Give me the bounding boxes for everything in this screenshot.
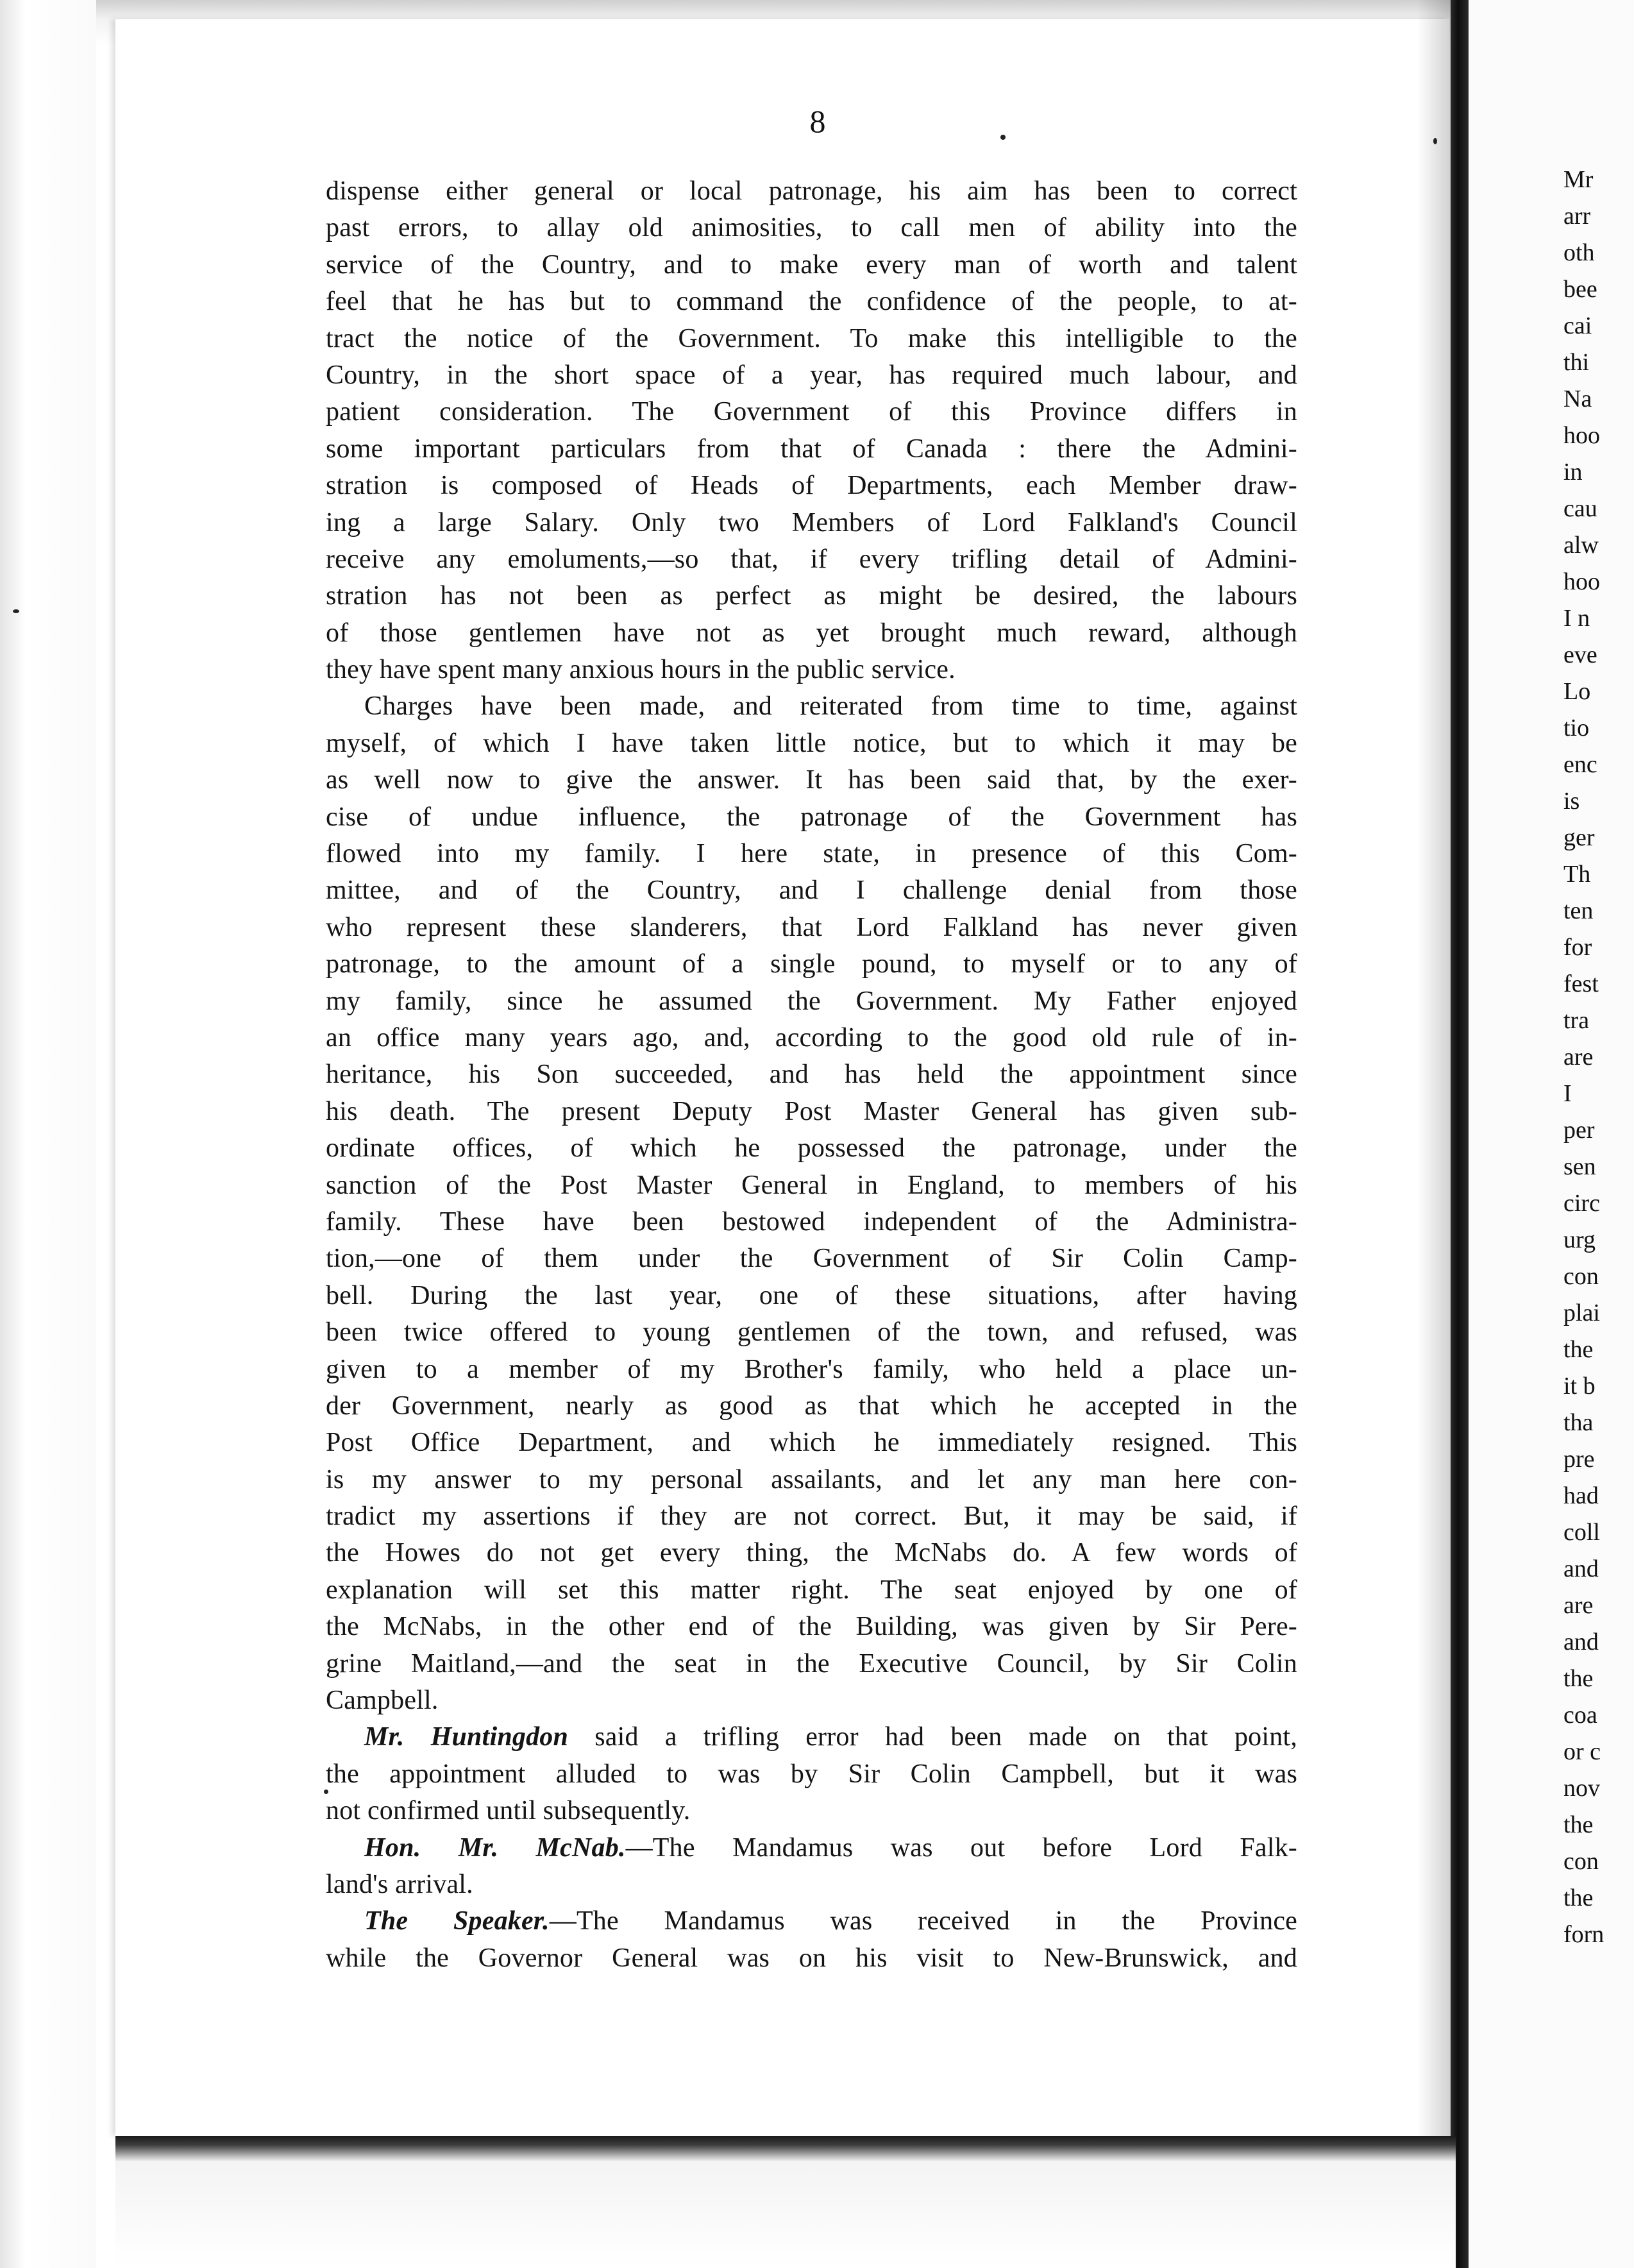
fragment-line: Mr: [1563, 166, 1594, 193]
ink-speck: [1000, 135, 1006, 140]
ink-speck: [324, 1790, 328, 1794]
text-line: heritance, his Son succeeded, and has held the appointment since: [326, 1060, 1297, 1090]
fragment-line: tra: [1563, 1007, 1590, 1034]
gutter-shadow: [1417, 0, 1451, 2268]
fragment-line: fest: [1563, 970, 1599, 997]
fragment-line: circ: [1563, 1190, 1600, 1217]
text-line: patronage, to the amount of a single pound, to myself or to any of: [326, 949, 1297, 979]
text-line: they have spent many anxious hours in the public service.: [326, 655, 956, 685]
fragment-line: ger: [1563, 824, 1595, 851]
text-line: Charges have been made, and reiterated from time to time, against: [364, 691, 1297, 722]
fragment-line: are: [1563, 1044, 1594, 1071]
text-line: flowed into my family. I here state, in presence of this Com-: [326, 839, 1297, 869]
text-line: land's arrival.: [326, 1869, 473, 1899]
fragment-line: for: [1563, 934, 1592, 961]
text-line: bell. During the last year, one of these situations, after having: [326, 1280, 1297, 1310]
fragment-line: arr: [1563, 203, 1591, 230]
fragment-line: the: [1563, 1336, 1594, 1363]
bottom-page-edge: [115, 2136, 1456, 2268]
text-line: [326, 1830, 1297, 1866]
fragment-line: the: [1563, 1811, 1594, 1838]
text-line: tradict my assertions if they are not correct. But, it may be said, if: [326, 1502, 1297, 1532]
text-line: the McNabs, in the other end of the Building, was given by Sir Pere-: [326, 1612, 1297, 1642]
fragment-line: urg: [1563, 1226, 1596, 1253]
fragment-line: hoo: [1563, 422, 1600, 449]
text-line: tion,—one of them under the Government of Sir Colin Camp-: [326, 1244, 1297, 1274]
body-text: [326, 173, 1297, 1977]
fragment-line: tha: [1563, 1409, 1594, 1436]
text-line: ordinate offices, of which he possessed the patronage, under the: [326, 1133, 1297, 1164]
text-line: Campbell.: [326, 1686, 439, 1716]
text-line: stration has not been as perfect as might be desired, the labours: [326, 581, 1297, 611]
text-line: been twice offered to young gentlemen of the town, and refused, was: [326, 1317, 1297, 1348]
fragment-line: I: [1563, 1080, 1572, 1107]
speech-text: —The Mandamus was out before Lord Falk-: [625, 1832, 1297, 1863]
fragment-line: and: [1563, 1629, 1599, 1655]
fragment-line: bee: [1563, 276, 1597, 303]
fragment-line: the: [1563, 1884, 1594, 1911]
text-line: patient consideration. The Government of this Province differs in: [326, 397, 1297, 427]
fragment-line: nov: [1563, 1775, 1600, 1802]
fragment-line: thi: [1563, 349, 1590, 376]
text-line: my family, since he assumed the Government. My Father enjoyed: [326, 986, 1297, 1016]
fragment-line: per: [1563, 1117, 1595, 1144]
fragment-line: tio: [1563, 715, 1590, 741]
text-line: past errors, to allay old animosities, to call men of ability into the: [326, 213, 1297, 243]
left-page-edge: [0, 0, 96, 2268]
fragment-line: coll: [1563, 1519, 1600, 1546]
text-line: his death. The present Deputy Post Master General has given sub-: [326, 1096, 1297, 1126]
fragment-line: hoo: [1563, 568, 1600, 595]
fragment-line: pre: [1563, 1446, 1595, 1473]
page-number: 8: [809, 103, 826, 139]
text-line: the appointment alluded to was by Sir Colin Campbell, but it was: [326, 1759, 1297, 1789]
speech-text: said a trifling error had been made on that point,: [568, 1722, 1297, 1752]
text-line: an office many years ago, and, according to the good old rule of in-: [326, 1022, 1297, 1053]
right-page-text-fragments: [1563, 162, 1634, 1953]
fragment-line: ten: [1563, 897, 1594, 924]
text-line: service of the Country, and to make every man of worth and talent: [326, 250, 1297, 280]
fragment-line: it b: [1563, 1373, 1596, 1400]
book-gutter: [1451, 0, 1469, 2268]
text-line: while the Governor General was on his visit to New-Brunswick, and: [326, 1943, 1297, 1973]
text-line: receive any emoluments,—so that, if every trifling detail of Admini-: [326, 544, 1297, 574]
speaker-name: Hon. Mr. McNab.: [364, 1832, 626, 1863]
fragment-line: enc: [1563, 751, 1597, 778]
fragment-line: Th: [1563, 861, 1591, 888]
fragment-line: the: [1563, 1665, 1594, 1692]
speaker-name: Mr. Huntingdon: [364, 1722, 569, 1752]
text-line: not confirmed until subsequently.: [326, 1796, 691, 1826]
text-line: explanation will set this matter right. The seat enjoyed by one of: [326, 1575, 1297, 1605]
fragment-line: is: [1563, 788, 1580, 815]
text-line: der Government, nearly as good as that which he accepted in the: [326, 1391, 1297, 1421]
speaker-name: The Speaker.: [364, 1906, 550, 1936]
text-line: myself, of which I have taken little notice, but to which it may be: [326, 728, 1297, 758]
fragment-line: forn: [1563, 1921, 1605, 1948]
fragment-line: I n: [1563, 605, 1590, 632]
fragment-line: Na: [1563, 385, 1592, 412]
fragment-line: con: [1563, 1848, 1599, 1875]
text-line: mittee, and of the Country, and I challenge denial from those: [326, 876, 1297, 906]
ink-speck: [13, 609, 19, 613]
text-line: dispense either general or local patronage, his aim has been to correct: [326, 176, 1297, 206]
fragment-line: sen: [1563, 1153, 1596, 1180]
text-line: is my answer to my personal assailants, and let any man here con-: [326, 1464, 1297, 1494]
text-line: as well now to give the answer. It has been said that, by the exer-: [326, 765, 1297, 795]
fragment-line: oth: [1563, 239, 1595, 266]
fragment-line: cai: [1563, 312, 1592, 339]
text-line: [326, 1903, 1297, 1940]
ink-speck: [1433, 138, 1437, 144]
text-line: given to a member of my Brother's family, who held a place un-: [326, 1354, 1297, 1384]
fragment-line: alw: [1563, 532, 1599, 559]
text-line: some important particulars from that of Canada : there the Admini-: [326, 434, 1297, 464]
text-line: stration is composed of Heads of Departments, each Member draw-: [326, 471, 1297, 501]
fragment-line: plai: [1563, 1299, 1600, 1326]
fragment-line: in: [1563, 459, 1583, 486]
fragment-line: had: [1563, 1482, 1599, 1509]
fragment-line: are: [1563, 1592, 1594, 1619]
text-line: cise of undue influence, the patronage of the Government has: [326, 802, 1297, 832]
fragment-line: or c: [1563, 1738, 1601, 1765]
text-line: ing a large Salary. Only two Members of Lord Falkland's Council: [326, 507, 1297, 537]
text-line: grine Maitland,—and the seat in the Executive Council, by Sir Colin: [326, 1648, 1297, 1679]
text-line: Country, in the short space of a year, has required much labour, and: [326, 360, 1297, 390]
fragment-line: and: [1563, 1555, 1599, 1582]
fragment-line: con: [1563, 1263, 1599, 1290]
text-line: tract the notice of the Government. To make this intelligible to the: [326, 323, 1297, 353]
speech-text: —The Mandamus was received in the Province: [549, 1906, 1297, 1936]
text-line: of those gentlemen have not as yet brought much reward, although: [326, 618, 1297, 648]
fragment-line: cau: [1563, 495, 1597, 522]
text-line: family. These have been bestowed independent of the Administra-: [326, 1206, 1297, 1237]
text-line: sanction of the Post Master General in England, to members of his: [326, 1170, 1297, 1200]
text-line: the Howes do not get every thing, the McNabs do. A few words of: [326, 1538, 1297, 1568]
text-line: who represent these slanderers, that Lord Falkland has never given: [326, 912, 1297, 942]
text-line: Post Office Department, and which he immediately resigned. This: [326, 1428, 1297, 1458]
text-line: [326, 1719, 1297, 1756]
text-line: feel that he has but to command the confidence of the people, to at-: [326, 287, 1297, 317]
fragment-line: Lo: [1563, 678, 1591, 705]
fragment-line: coa: [1563, 1702, 1597, 1729]
fragment-line: eve: [1563, 641, 1597, 668]
